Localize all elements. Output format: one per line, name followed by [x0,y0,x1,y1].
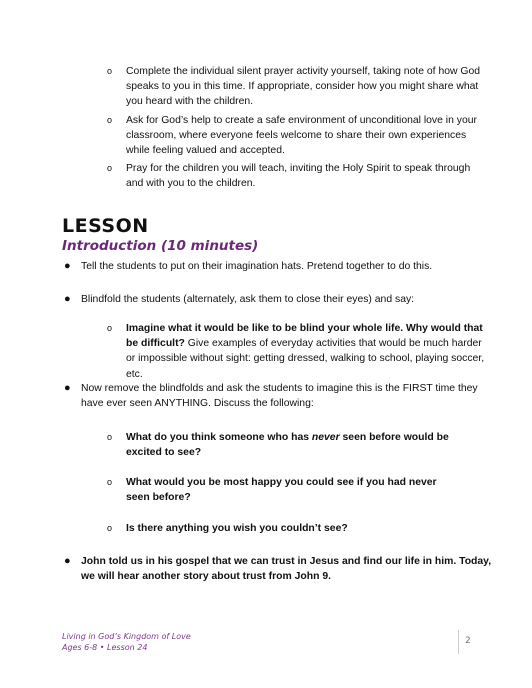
lesson-item-text: Tell the students to put on their imagination hats. Pretend together to do this. [81,261,433,272]
circle-bullet-icon: o [107,114,113,125]
section-heading: LESSON [62,215,149,237]
question-text: What would you be most happy you could see if you had never seen before? [126,477,437,504]
lesson-item [64,381,501,411]
list-item-text: Pray for the children you will teach, inviting the Holy Spirit to speak through and with you to the children. [126,163,471,190]
circle-bullet-icon: o [107,523,113,533]
prompt-text: Give examples of everyday activities that would be much harder or impossible without sight: getting dressed, walking to school, playing soccer, etc. [126,338,485,380]
discussion-list [107,521,462,536]
bullet-icon: ● [64,293,71,305]
prompt-bold-text: Imagine what it would be like to be blind your whole life. Why would that be difficult? [126,323,483,350]
circle-bullet-icon: o [107,163,113,174]
list-item [107,475,462,505]
page-number: 2 [465,636,471,646]
lesson-item [64,292,501,307]
list-item [107,430,462,460]
list-item [107,521,462,536]
list-item-text: Complete the individual silent prayer activity yourself, taking note of how God speaks to you in this time. If appropriate, consider how you might share what you heard with the children. [126,66,481,108]
footer-title: Living in God’s Kingdom of Love [62,632,191,641]
circle-bullet-icon: o [107,477,113,487]
discussion-list [107,475,462,505]
bullet-icon: ● [64,260,71,272]
list-item [107,113,487,159]
lesson-item [64,259,501,274]
list-item [107,161,487,191]
question-text: What do you think someone who has [126,432,312,443]
circle-bullet-icon: o [107,432,113,442]
lesson-item-text: Now remove the blindfolds and ask the students to imagine this is the FIRST time they have ever seen ANYTHING. Discuss the following: [81,383,478,410]
list-item-text: Ask for God’s help to create a safe environment of unconditional love in your classroom, where everyone feels welcome to share their own experiences while feeling valued and accepted. [126,114,477,157]
page-number-divider [458,630,459,654]
list-item [107,64,487,110]
footer [62,631,191,653]
question-text: Is there anything you wish you couldn’t see? [126,523,348,534]
bullet-icon: ● [64,555,71,567]
question-emphasis: never [311,432,340,443]
lesson-item-text: Blindfold the students (alternately, ask them to close their eyes) and say: [81,294,415,305]
question-text: seen before would be excited to see? [126,432,449,459]
discussion-list [107,430,462,460]
sub-list [107,321,492,382]
circle-bullet-icon: o [107,323,113,333]
lesson-item [64,554,501,584]
lesson-item-text: John told us in his gospel that we can trust in Jesus and find our life in him. Today, we will hear another story about trust from John 9. [81,556,492,583]
section-subheading: Introduction (10 minutes) [62,238,259,254]
footer-subtitle: Ages 6-8 • Lesson 24 [62,643,148,652]
circle-bullet-icon: o [107,66,113,76]
list-item [107,321,492,382]
preparation-list [107,64,487,192]
bullet-icon: ● [64,382,71,394]
